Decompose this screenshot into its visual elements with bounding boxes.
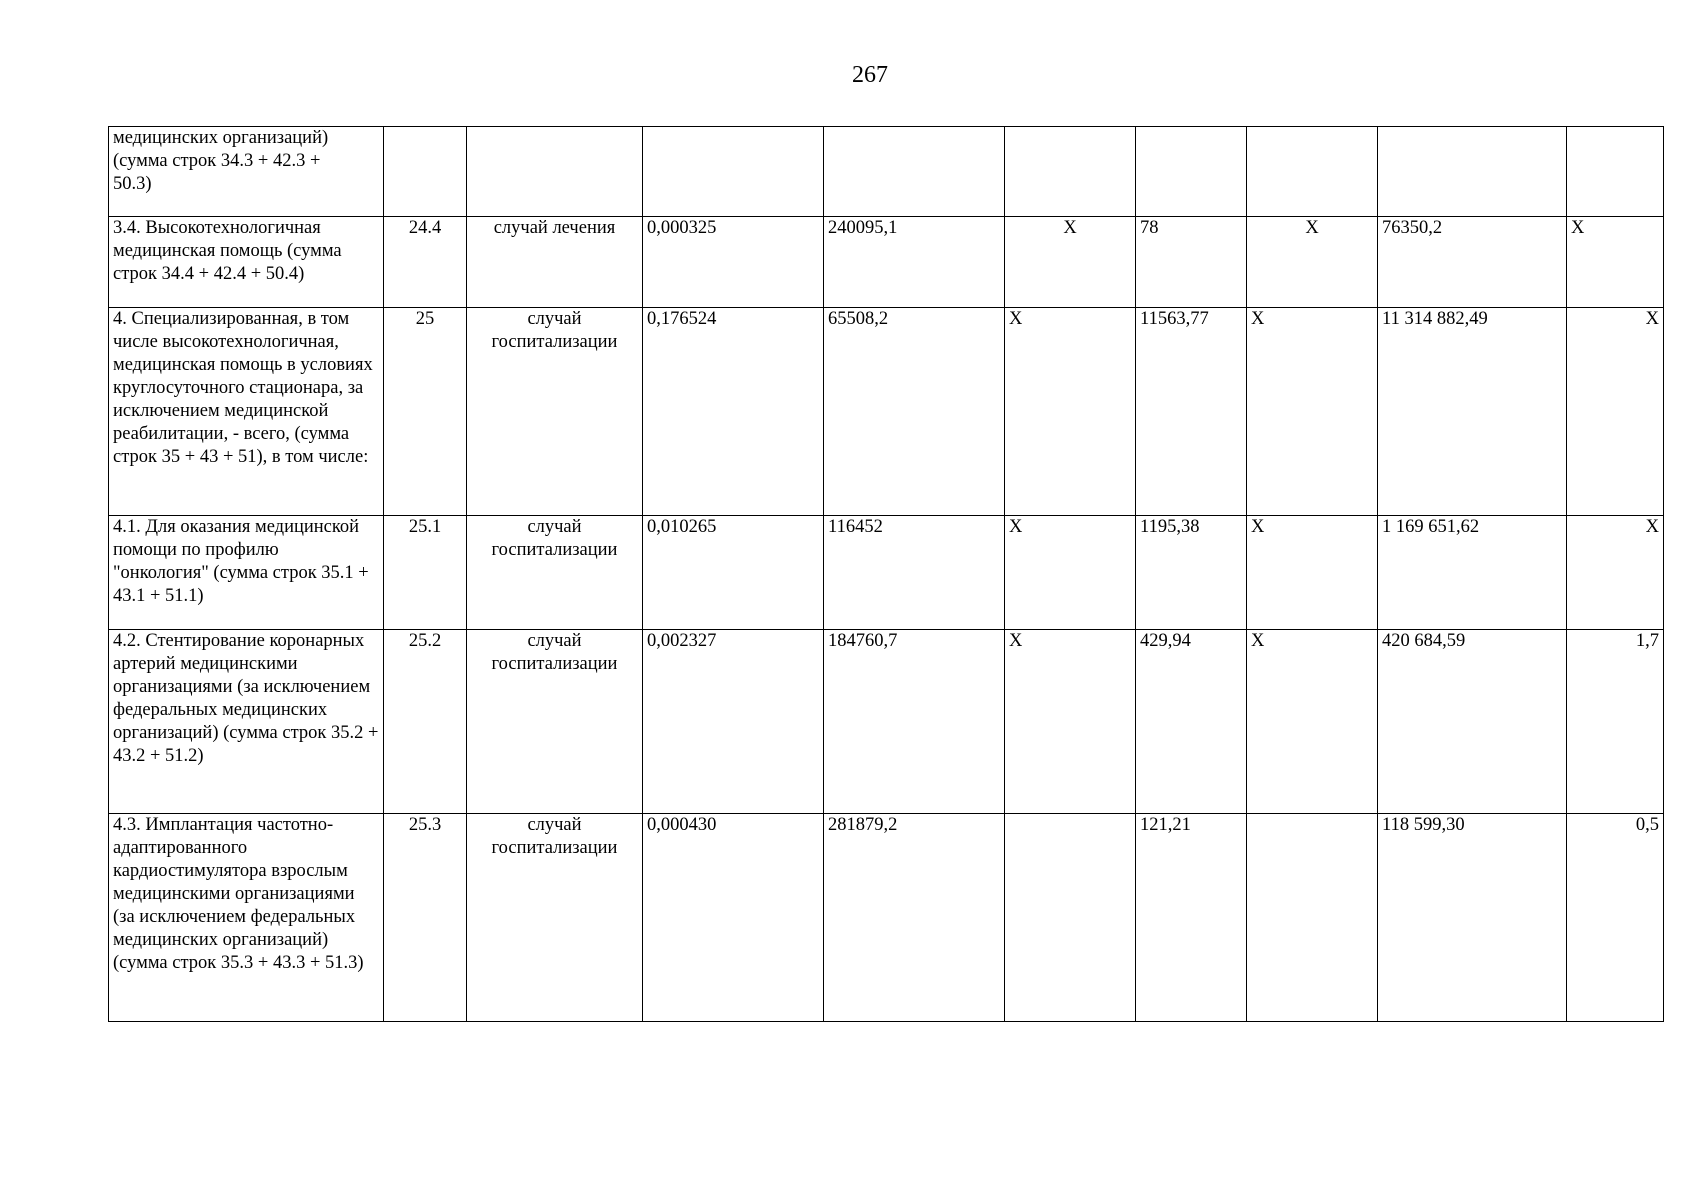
cell-c2: 281879,2 bbox=[824, 814, 1005, 1022]
cell-c7: Х bbox=[1567, 308, 1664, 516]
table-row bbox=[109, 516, 1664, 630]
cell-c3: Х bbox=[1005, 217, 1136, 308]
row-number: 25.1 bbox=[384, 516, 467, 630]
cell-c6: 118 599,30 bbox=[1378, 814, 1567, 1022]
cell-c4: 1195,38 bbox=[1136, 516, 1247, 630]
cell-c7: 0,5 bbox=[1567, 814, 1664, 1022]
row-name: 4.1. Для оказания медицинской помощи по профилю "онкология" (сумма строк 35.1 + 43.1 + 51.1) bbox=[109, 516, 384, 630]
cell-c2: 184760,7 bbox=[824, 630, 1005, 814]
row-number: 25.2 bbox=[384, 630, 467, 814]
cell-c1: 0,000430 bbox=[643, 814, 824, 1022]
cell-c1: 0,000325 bbox=[643, 217, 824, 308]
table-row bbox=[109, 630, 1664, 814]
cell-c3: Х bbox=[1005, 308, 1136, 516]
cell-c7: Х bbox=[1567, 516, 1664, 630]
cell-c6: 76350,2 bbox=[1378, 217, 1567, 308]
row-unit: случай госпитализации bbox=[467, 516, 643, 630]
cell-c6: 1 169 651,62 bbox=[1378, 516, 1567, 630]
cell-c5: Х bbox=[1247, 516, 1378, 630]
cell-c4 bbox=[1136, 127, 1247, 217]
cell-c7 bbox=[1567, 127, 1664, 217]
cell-c5 bbox=[1247, 127, 1378, 217]
cell-c2: 116452 bbox=[824, 516, 1005, 630]
row-name: медицинских организаций) (сумма строк 34.3 + 42.3 + 50.3) bbox=[109, 127, 384, 217]
cell-c3: Х bbox=[1005, 630, 1136, 814]
cell-c3 bbox=[1005, 127, 1136, 217]
table-row bbox=[109, 217, 1664, 308]
table-row bbox=[109, 814, 1664, 1022]
row-number: 25.3 bbox=[384, 814, 467, 1022]
cell-c4: 121,21 bbox=[1136, 814, 1247, 1022]
cell-c4: 11563,77 bbox=[1136, 308, 1247, 516]
cell-c5: Х bbox=[1247, 308, 1378, 516]
cell-c6: 420 684,59 bbox=[1378, 630, 1567, 814]
table-row bbox=[109, 308, 1664, 516]
row-name: 4.3. Имплантация частотно-адаптированного кардиостимулятора взрослым медицинскими организациями (за исключением федеральных медицинских организаций) (сумма строк 35.3 + 43.3 + 51.3) bbox=[109, 814, 384, 1022]
row-number: 24.4 bbox=[384, 217, 467, 308]
row-number bbox=[384, 127, 467, 217]
row-name: 4.2. Стентирование коронарных артерий медицинскими организациями (за исключением федеральных медицинских организаций) (сумма строк 35.2 + 43.2 + 51.2) bbox=[109, 630, 384, 814]
cell-c5: Х bbox=[1247, 217, 1378, 308]
cell-c3: Х bbox=[1005, 516, 1136, 630]
cell-c1: 0,010265 bbox=[643, 516, 824, 630]
cell-c3 bbox=[1005, 814, 1136, 1022]
cell-c1: 0,176524 bbox=[643, 308, 824, 516]
cell-c6: 11 314 882,49 bbox=[1378, 308, 1567, 516]
row-unit: случай госпитализации bbox=[467, 630, 643, 814]
table-row bbox=[109, 127, 1664, 217]
row-unit bbox=[467, 127, 643, 217]
row-name: 3.4. Высокотехнологичная медицинская помощь (сумма строк 34.4 + 42.4 + 50.4) bbox=[109, 217, 384, 308]
cell-c5: Х bbox=[1247, 630, 1378, 814]
cell-c1 bbox=[643, 127, 824, 217]
row-unit: случай лечения bbox=[467, 217, 643, 308]
cell-c6 bbox=[1378, 127, 1567, 217]
cell-c2 bbox=[824, 127, 1005, 217]
cell-c4: 78 bbox=[1136, 217, 1247, 308]
cell-c2: 65508,2 bbox=[824, 308, 1005, 516]
cell-c4: 429,94 bbox=[1136, 630, 1247, 814]
cell-c5 bbox=[1247, 814, 1378, 1022]
cell-c7: Х bbox=[1567, 217, 1664, 308]
cell-c7: 1,7 bbox=[1567, 630, 1664, 814]
row-number: 25 bbox=[384, 308, 467, 516]
cell-c2: 240095,1 bbox=[824, 217, 1005, 308]
page-number: 267 bbox=[852, 62, 888, 88]
row-name: 4. Специализированная, в том числе высокотехнологичная, медицинская помощь в условиях круглосуточного стационара, за исключением медицинской реабилитации, - всего, (сумма строк 35 + 43 + 51), в том числе: bbox=[109, 308, 384, 516]
data-table bbox=[108, 126, 1664, 1022]
cell-c1: 0,002327 bbox=[643, 630, 824, 814]
row-unit: случай госпитализации bbox=[467, 814, 643, 1022]
row-unit: случай госпитализации bbox=[467, 308, 643, 516]
